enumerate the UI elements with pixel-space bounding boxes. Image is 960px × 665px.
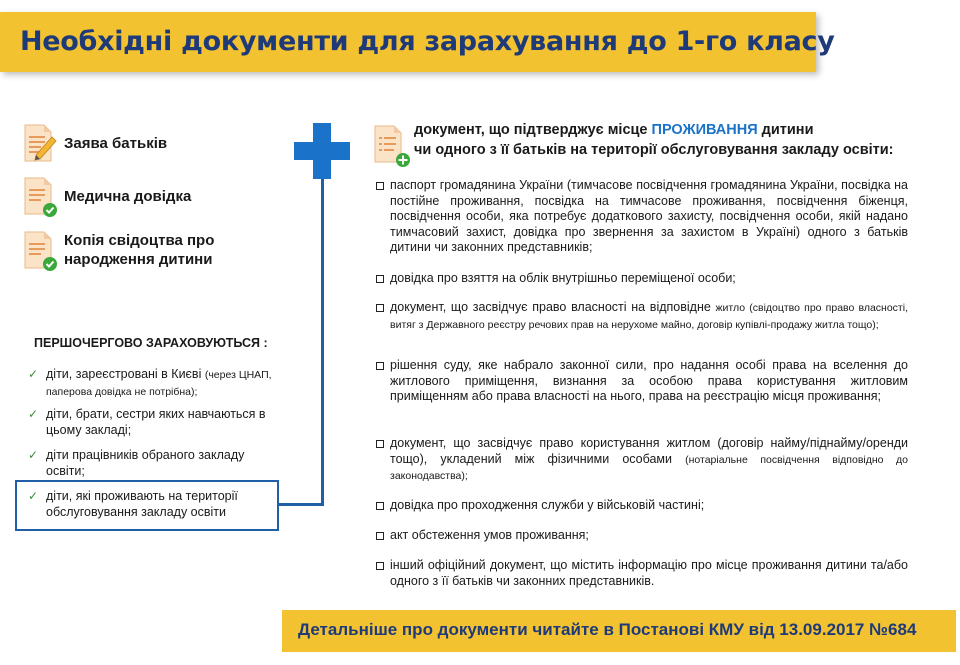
checkbox-icon — [376, 440, 384, 448]
checkbox-icon — [376, 362, 384, 370]
checkbox-icon — [376, 182, 384, 190]
residence-item-text: акт обстеження умов проживання; — [390, 528, 589, 542]
page-title: Необхідні документи для зарахування до 1-го класу — [20, 26, 835, 57]
checked-document-icon — [22, 230, 58, 270]
check-icon: ✓ — [28, 448, 39, 462]
residence-item — [376, 528, 908, 544]
residence-item — [376, 498, 908, 514]
residence-item — [376, 358, 908, 405]
doc-birth-certificate — [22, 230, 214, 270]
doc-label-medical: Медична довідка — [64, 187, 192, 205]
priority-item-highlighted — [28, 488, 268, 520]
priority-text: діти, зареєстровані в Києві — [46, 367, 202, 381]
doc-application — [22, 123, 167, 163]
residence-heading-text: документ, що підтверджує місце — [414, 122, 648, 138]
residence-item-text: паспорт громадянина України (тимчасове посвідчення громадянина України, посвідка на постійне проживання, посвідка на тимчасове проживання, посвідчення біженця, посвідчення особи, яка потребує додаткового захисту, посвідчення особи, якій надано тимчасовий захист, довідка про звернення за захистом в Україні) одного з батьків дитини чи законних представників; — [390, 178, 908, 254]
checkbox-icon — [376, 562, 384, 570]
plus-icon-bar — [294, 142, 350, 160]
priority-text: діти, які проживають на території обслуговування закладу освіти — [46, 489, 238, 519]
residence-item — [376, 300, 908, 333]
doc-label-line1: Копія свідоцтва про — [64, 232, 215, 249]
residence-item-text: довідка про проходження служби у військовій частині; — [390, 498, 705, 512]
checkbox-icon — [376, 304, 384, 312]
residence-heading — [414, 120, 914, 160]
residence-item — [376, 558, 908, 589]
priority-item — [28, 366, 278, 400]
pencil-document-icon — [22, 123, 58, 163]
priority-title: ПЕРШОЧЕРГОВО ЗАРАХОВУЮТЬСЯ : — [34, 336, 268, 350]
doc-label-application: Заява батьків — [64, 134, 168, 152]
doc-label-birth-certificate — [64, 231, 214, 269]
connector-line — [321, 170, 324, 506]
footer-text: Детальніше про документи читайте в Постанові КМУ від 13.09.2017 №684 — [298, 620, 917, 639]
checked-document-icon — [22, 176, 58, 216]
residence-item-text: довідка про взяття на облік внутрішньо переміщеної особи; — [390, 271, 736, 285]
footer-banner — [282, 610, 956, 652]
title-banner — [0, 12, 835, 72]
residence-item-note: житло (свідоцтво про право власності, витяг з Державного реєстру речових прав на нерухоме майно, договір купівлі-продажу житла тощо); — [390, 302, 908, 331]
residence-item-text: інший офіційний документ, що містить інформацію про місце проживання дитини та/або одного з її батьків чи законних представників. — [390, 558, 908, 588]
residence-item-text: документ, що засвідчує право користування житлом (договір найму/піднайму/оренди тощо), укладений між фізичними особами — [390, 436, 908, 466]
residence-heading-text: дитини — [761, 122, 814, 138]
priority-note: (через ЦНАП, паперова довідка не потрібна); — [46, 369, 272, 398]
residence-item — [376, 178, 908, 256]
residence-item — [376, 271, 908, 287]
residence-item-text: документ, що засвідчує право власності на відповідне — [390, 300, 711, 314]
residence-highlight: ПРОЖИВАННЯ — [651, 122, 758, 138]
residence-heading-line2: чи одного з її батьків на території обслуговування закладу освіти: — [414, 142, 894, 158]
priority-text: діти працівників обраного закладу освіти; — [46, 448, 245, 478]
check-icon: ✓ — [28, 489, 39, 503]
document-add-icon — [372, 124, 412, 175]
checkbox-icon — [376, 275, 384, 283]
priority-item — [28, 406, 278, 438]
doc-medical — [22, 176, 191, 216]
priority-text: діти, брати, сестри яких навчаються в цьому закладі; — [46, 407, 266, 437]
checkbox-icon — [376, 502, 384, 510]
connector-line — [279, 503, 323, 506]
priority-item — [28, 447, 278, 479]
doc-label-line2: народження дитини — [64, 251, 213, 268]
residence-item — [376, 436, 908, 485]
residence-item-note: (нотаріальне посвідчення відповідно до законодавства); — [390, 453, 908, 482]
residence-item-text: рішення суду, яке набрало законної сили, про надання особі права на вселення до житлового приміщення, визнання за особою права користування житловим приміщенням або права власності на нього, права на реєстрацію місця проживання; — [390, 358, 908, 403]
check-icon: ✓ — [28, 407, 39, 421]
check-icon: ✓ — [28, 367, 39, 381]
checkbox-icon — [376, 532, 384, 540]
